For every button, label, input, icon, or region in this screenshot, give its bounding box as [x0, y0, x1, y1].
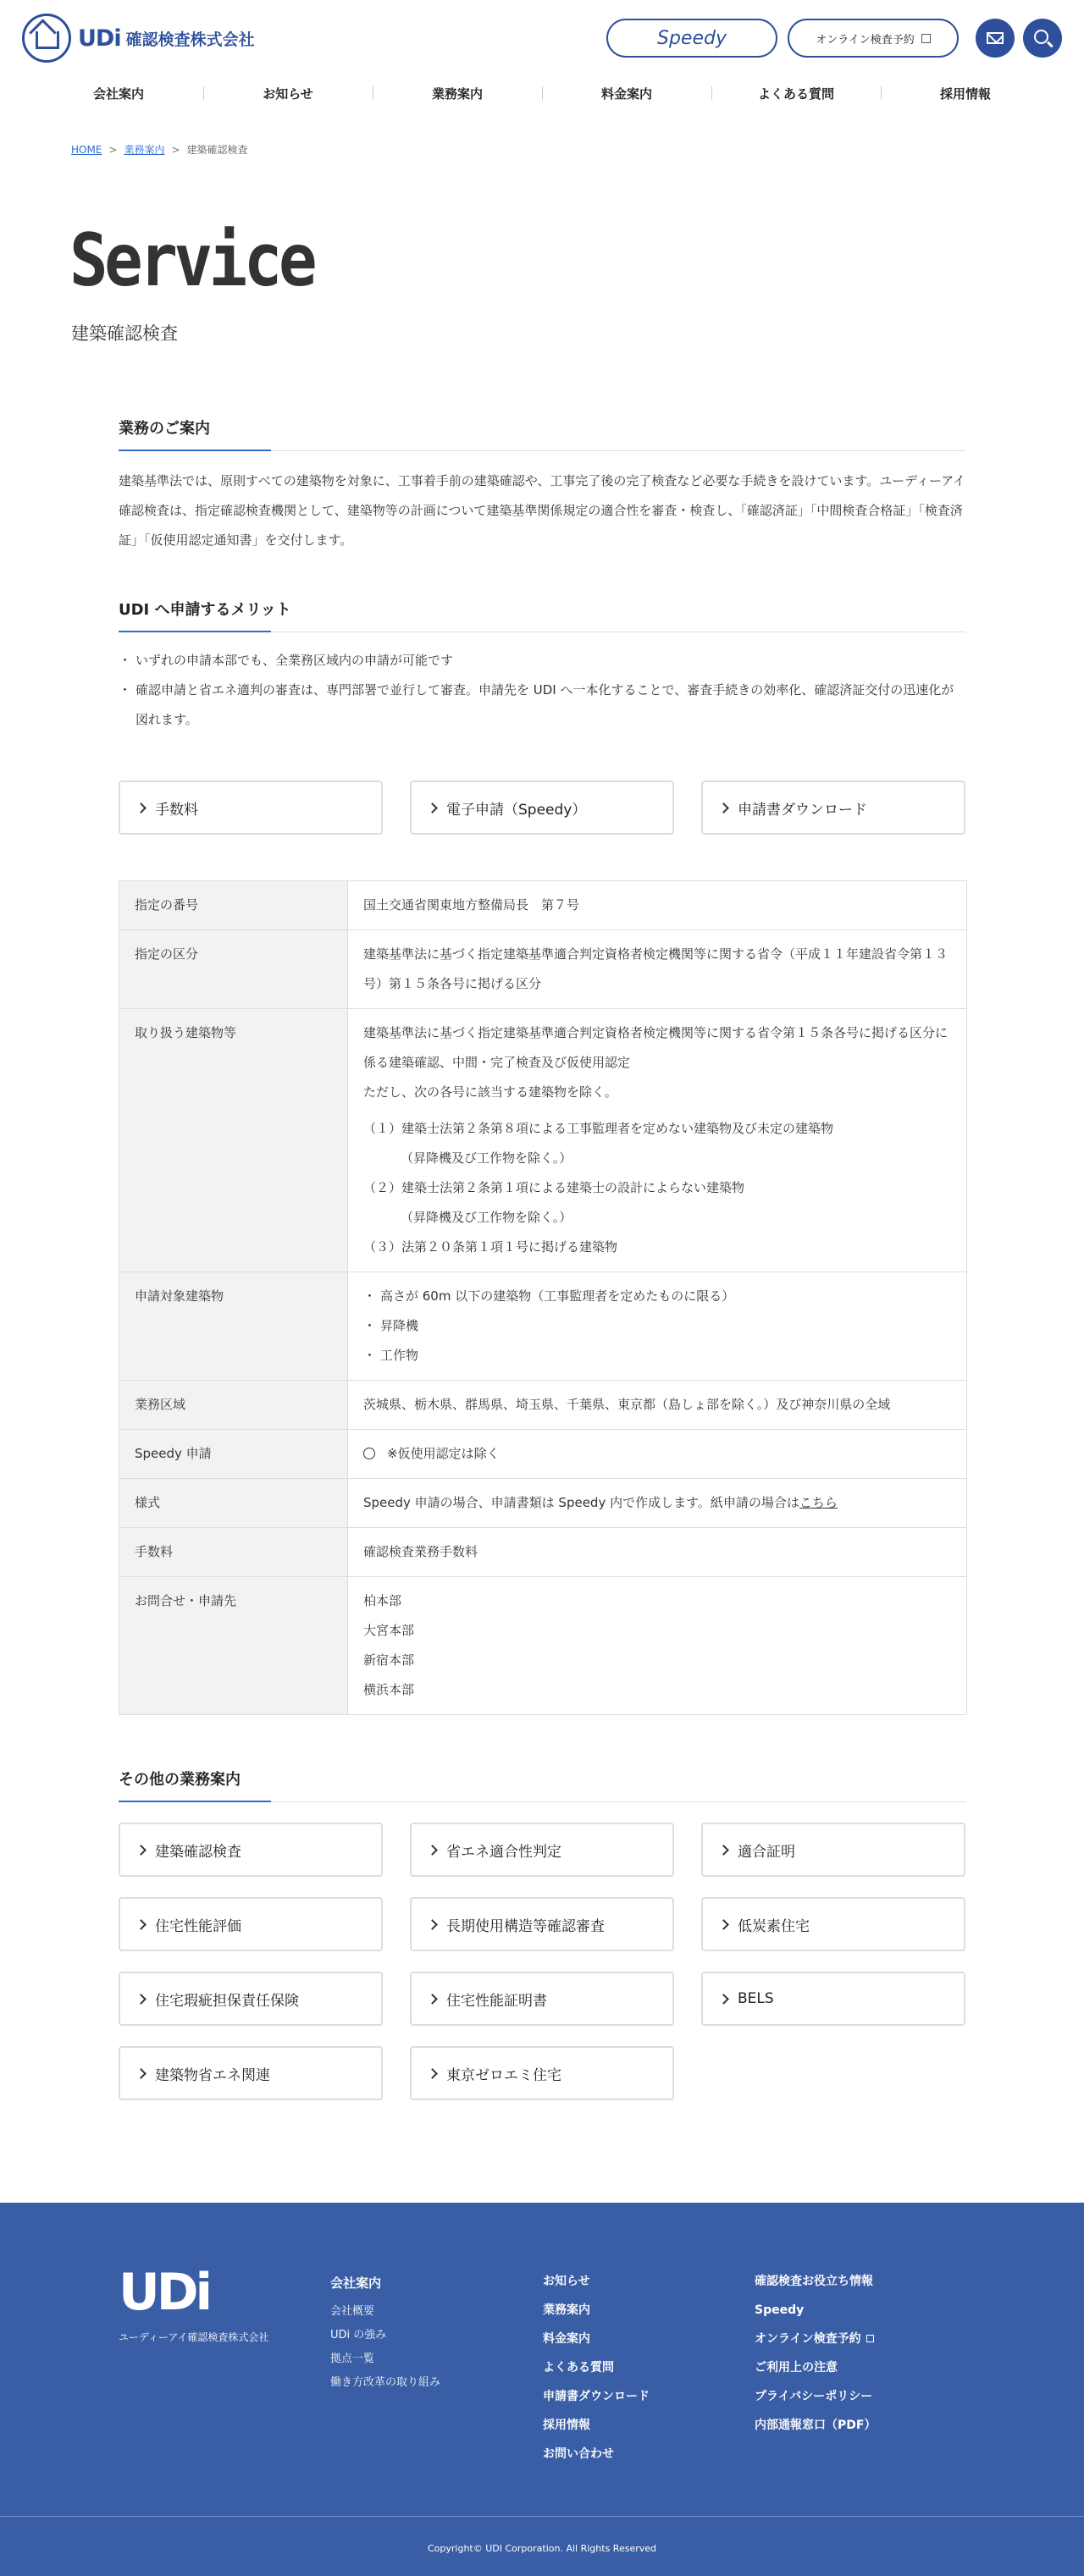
list-item: 大宮本部 [363, 1623, 415, 1638]
list-item: 横浜本部 [363, 1682, 415, 1697]
chevron-right-icon [427, 2068, 438, 2079]
list-item: （３）法第２０条第１項１号に掲げる建築物 [363, 1239, 618, 1255]
footer-link[interactable]: 業務案内 [543, 2303, 590, 2317]
site-footer [0, 2203, 1084, 2576]
table-value: 国土交通省関東地方整備局長 第７号 [348, 881, 967, 930]
chevron-right-icon [718, 803, 729, 814]
table-value [348, 1577, 967, 1715]
table-row [119, 930, 967, 1009]
list-item: 新宿本部 [363, 1652, 415, 1668]
breadcrumb-current: 建築確認検査 [186, 144, 248, 156]
list-item: ・ 確認申請と省エネ適判の審査は、専門部署で並行して審査。申請先を UDI へ一本化することで、審査手続きの効率化、確認済証交付の迅速化が図れます。 [119, 676, 965, 735]
logo-udi: UDi [78, 25, 121, 52]
exception-list [363, 1114, 951, 1262]
service-button[interactable] [701, 1972, 965, 2026]
page-subtitle: 建築確認検査 [71, 323, 178, 344]
table-key: 指定の区分 [119, 930, 348, 1009]
other-services-grid [119, 1823, 965, 2100]
logo-company-name: 確認検査株式会社 [125, 30, 255, 49]
service-button-label: 建築確認検査 [155, 1843, 241, 1861]
table-key: お問合せ・申請先 [119, 1577, 348, 1715]
chevron-right-icon [427, 1845, 438, 1856]
chevron-right-icon [427, 1919, 438, 1930]
service-button-label: 東京ゼロエミ住宅 [446, 2066, 561, 2084]
search-button[interactable] [1023, 19, 1062, 58]
main-content [119, 416, 965, 2100]
chevron-right-icon [136, 1994, 147, 2005]
footer-divider [0, 2516, 1084, 2517]
chevron-right-icon [136, 1919, 147, 1930]
list-item: ・ 高さが 60m 以下の建築物（工事監理者を定めたものに限る） [363, 1282, 951, 1311]
breadcrumb-separator: > [108, 144, 118, 156]
footer-link-online[interactable] [755, 2325, 876, 2353]
chevron-right-icon [427, 803, 438, 814]
external-link-icon [921, 34, 931, 43]
merit-heading: UDI へ申請するメリット [119, 598, 965, 632]
footer-link[interactable]: ご利用上の注意 [755, 2361, 838, 2375]
other-services-heading: その他の業務案内 [119, 1768, 965, 1802]
speedy-button[interactable]: Speedy [606, 19, 777, 58]
service-button[interactable] [119, 1972, 383, 2026]
footer-link[interactable]: プライバシーポリシー [755, 2390, 873, 2403]
nav-fees[interactable]: 料金案内 [542, 85, 711, 102]
e-application-button[interactable] [410, 781, 674, 835]
table-value [348, 1479, 967, 1528]
list-item: （２）建築士法第２条第１項による建築士の設計によらない建築物 [363, 1180, 745, 1195]
service-button-label: BELS [738, 1990, 774, 2007]
service-button[interactable] [119, 1823, 383, 1877]
footer-col-main [543, 2267, 650, 2468]
table-value [348, 1009, 967, 1272]
footer-sublink[interactable]: 拠点一覧 [330, 2353, 375, 2365]
speedy-note: ※仮使用認定は除く [387, 1446, 500, 1461]
table-key: 申請対象建築物 [119, 1272, 348, 1381]
nav-news[interactable]: お知らせ [203, 85, 373, 102]
chevron-right-icon [136, 803, 147, 814]
service-button[interactable] [410, 1897, 674, 1951]
site-logo[interactable] [22, 14, 255, 63]
format-text: Speedy 申請の場合、申請書類は Speedy 内で作成します。紙申請の場合は [363, 1495, 799, 1510]
copyright: Copyright© UDI Corporation. All Rights Reserved [427, 2543, 656, 2554]
paper-form-link[interactable]: こちら [799, 1495, 838, 1510]
table-value [348, 1430, 967, 1479]
footer-sublink[interactable]: 会社概要 [330, 2305, 375, 2318]
online-reservation-label: オンライン検査予約 [816, 33, 915, 47]
table-key: 指定の番号 [119, 881, 348, 930]
service-button-label: 住宅性能評価 [155, 1917, 241, 1935]
download-button-label: 申請書ダウンロード [738, 801, 867, 819]
mail-icon [987, 32, 1004, 44]
fees-button-label: 手数料 [155, 801, 198, 819]
house-logo-icon [22, 14, 71, 63]
service-button-label: 長期使用構造等確認審査 [446, 1917, 605, 1935]
chevron-right-icon [136, 1845, 147, 1856]
footer-link-label: オンライン検査予約 [755, 2332, 861, 2346]
footer-link[interactable]: お問い合わせ [543, 2447, 614, 2461]
service-button[interactable] [119, 2046, 383, 2100]
guide-heading: 業務のご案内 [119, 416, 965, 451]
table-text: 建築基準法に基づく指定建築基準適合判定資格者検定機関等に関する省令第１５条各号に掲げる区分に係る建築確認、中間・完了検査及び仮使用認定 [363, 1025, 948, 1070]
circle-icon [363, 1448, 375, 1459]
quick-links [119, 781, 965, 835]
chevron-right-icon [136, 2068, 147, 2079]
footer-col-info [755, 2267, 876, 2440]
list-item: ・ 昇降機 [363, 1311, 951, 1341]
table-row [119, 1381, 967, 1430]
table-row [119, 1009, 967, 1272]
table-row [119, 1272, 967, 1381]
service-button[interactable] [119, 1897, 383, 1951]
table-key: 業務区域 [119, 1381, 348, 1430]
chevron-right-icon [427, 1994, 438, 2005]
table-key: 取り扱う建築物等 [119, 1009, 348, 1272]
list-item-note: （昇降機及び工作物を除く。） [401, 1210, 572, 1225]
list-item: ・ いずれの申請本部でも、全業務区域内の申請が可能です [119, 646, 965, 676]
table-value: 茨城県、栃木県、群馬県、埼玉県、千葉県、東京都（島しょ部を除く。）及び神奈川県の全域 [348, 1381, 967, 1430]
table-key: 手数料 [119, 1528, 348, 1577]
list-item-note: （昇降機及び工作物を除く。） [401, 1150, 572, 1166]
footer-link[interactable]: 採用情報 [543, 2419, 590, 2432]
list-item: ・ 工作物 [363, 1341, 951, 1371]
service-button[interactable] [410, 1972, 674, 2026]
table-row [119, 1577, 967, 1715]
e-application-button-label: 電子申請（Speedy） [446, 801, 587, 819]
nav-recruit[interactable]: 採用情報 [881, 85, 1050, 102]
nav-faq[interactable]: よくある質問 [711, 85, 881, 102]
service-button-label: 省エネ適合性判定 [446, 1843, 561, 1861]
list-item: （１）建築士法第２条第８項による工事監理者を定めない建築物及び未定の建築物 [363, 1121, 834, 1136]
header-actions [606, 19, 1062, 58]
nav-business[interactable]: 業務案内 [373, 85, 542, 102]
service-button-label: 低炭素住宅 [738, 1917, 810, 1935]
footer-logo[interactable]: UDi [119, 2263, 210, 2322]
table-row [119, 881, 967, 930]
info-table [119, 880, 967, 1715]
service-button-label: 住宅瑕疵担保責任保険 [155, 1992, 299, 2010]
footer-sublink[interactable]: UDi の強み [330, 2329, 387, 2342]
footer-link[interactable]: 料金案内 [543, 2332, 590, 2346]
footer-link[interactable]: 会社案内 [330, 2275, 382, 2291]
external-link-icon [866, 2335, 874, 2342]
download-button[interactable] [701, 781, 965, 835]
table-key: 様式 [119, 1479, 348, 1528]
service-button[interactable] [410, 1823, 674, 1877]
breadcrumb-home[interactable]: HOME [71, 144, 102, 156]
search-icon [1034, 30, 1048, 44]
table-text: ただし、次の各号に該当する建築物を除く。 [363, 1084, 617, 1100]
merit-list [119, 646, 965, 735]
footer-link[interactable]: お知らせ [543, 2275, 590, 2288]
footer-link[interactable]: 申請書ダウンロード [543, 2390, 650, 2403]
footer-company: ユーディーアイ確認検査株式会社 [119, 2331, 269, 2343]
chevron-right-icon [718, 1845, 729, 1856]
chevron-right-icon [718, 1994, 729, 2005]
service-button[interactable] [701, 1823, 965, 1877]
service-button[interactable] [410, 2046, 674, 2100]
table-row [119, 1479, 967, 1528]
footer-link[interactable]: 確認検査お役立ち情報 [755, 2275, 873, 2288]
nav-company[interactable]: 会社案内 [92, 85, 144, 102]
footer-col-company [330, 2274, 440, 2395]
table-key: Speedy 申請 [119, 1430, 348, 1479]
footer-sublink[interactable]: 働き方改革の取り組み [330, 2376, 441, 2389]
guide-text: 建築基準法では、原則すべての建築物を対象に、工事着手前の建築確認や、工事完了後の完了検査など必要な手続きを設けています。ユーディーアイ確認検査は、指定確認検査機関として、建築物等の計画について建築基準関係規定の適合性を審査・検査し、「確認済証」「中間検査合格証」「検査済証」「仮使用認定通知書」を交付します。 [119, 473, 965, 548]
table-value: 確認検査業務手数料 [348, 1528, 967, 1577]
breadcrumb-business[interactable]: 業務案内 [124, 144, 165, 156]
list-item: 柏本部 [363, 1593, 402, 1608]
footer-link[interactable]: Speedy [755, 2303, 805, 2317]
service-button-label: 住宅性能証明書 [446, 1992, 547, 2010]
service-button-label: 建築物省エネ関連 [155, 2066, 270, 2084]
chevron-right-icon [718, 1919, 729, 1930]
mail-button[interactable] [976, 19, 1015, 58]
service-button-label: 適合証明 [738, 1843, 795, 1861]
breadcrumb [71, 142, 248, 157]
footer-link[interactable]: 内部通報窓口（PDF） [755, 2419, 877, 2432]
table-value: 建築基準法に基づく指定建築基準適合判定資格者検定機関等に関する省令（平成１１年建設省令第１３号）第１５条各号に掲げる区分 [348, 930, 967, 1009]
online-reservation-button[interactable] [788, 19, 959, 58]
fees-button[interactable] [119, 781, 383, 835]
merit-section [119, 598, 965, 735]
footer-link[interactable]: よくある質問 [543, 2361, 614, 2375]
site-header [0, 0, 1084, 76]
service-button[interactable] [701, 1897, 965, 1951]
page-title: Service [69, 218, 314, 303]
breadcrumb-separator: > [171, 144, 180, 156]
global-nav [34, 80, 1050, 106]
table-row [119, 1528, 967, 1577]
table-value [348, 1272, 967, 1381]
guide-section [119, 416, 965, 555]
table-row [119, 1430, 967, 1479]
other-services-section [119, 1768, 965, 2100]
